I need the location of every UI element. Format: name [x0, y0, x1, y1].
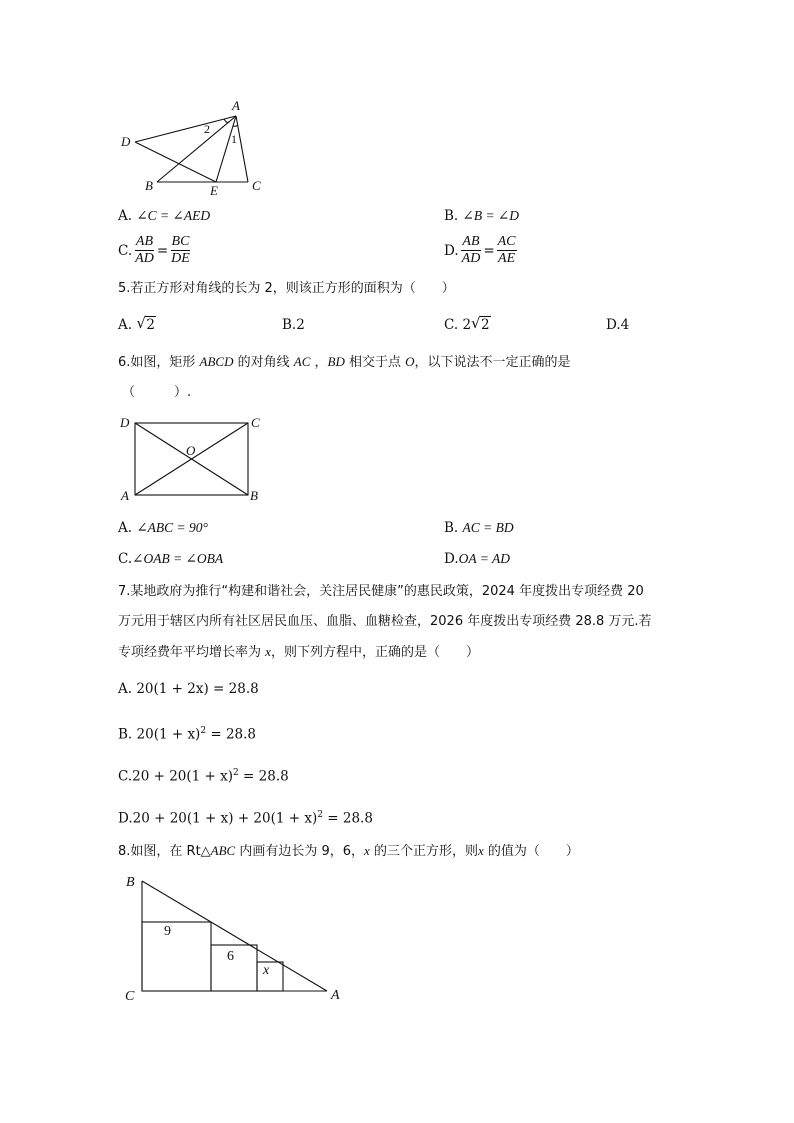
- label-O: O: [186, 443, 196, 458]
- label-D: D: [120, 415, 130, 430]
- label-B: B: [145, 178, 153, 193]
- square-6: [211, 945, 257, 991]
- q7-stem-line1: 7.某地政府为推行“构建和谐社会，关注居民健康”的惠民政策，2024 年度拨出专项经费 20: [118, 584, 644, 599]
- q6-answer-paren: （ ）.: [122, 385, 192, 400]
- q7-stem-line2: 万元用于辖区内所有社区居民血压、血脂、血糖检查，2026 年度拨出专项经费 28.8 万元.若: [118, 614, 652, 629]
- q7-stem-line3: 专项经费年平均增长率为 x，则下列方程中，正确的是（ ）: [118, 644, 479, 660]
- q4-option-a: A. ∠C = ∠AED: [118, 208, 211, 224]
- q5-option-d: D.4: [606, 317, 630, 333]
- label-A: A: [331, 988, 340, 1003]
- q5-option-c: C. 2 √ 2: [444, 314, 490, 333]
- label-A: A: [232, 98, 240, 113]
- angle-2-arc: [224, 119, 229, 123]
- label-angle-2: 2: [204, 122, 210, 136]
- fraction: $\frac{BC}{DE}$: [171, 234, 190, 266]
- label-6: 6: [227, 949, 234, 964]
- q4-option-b: B. ∠B = ∠D: [444, 208, 519, 224]
- q5-option-a: A. √ 2: [118, 314, 155, 333]
- q6-option-a: A. ∠ABC = 90°: [118, 520, 208, 536]
- q7-option-a: A. 20(1 + 2x) = 28.8: [118, 681, 259, 697]
- q7-option-c: $C.20 + 20(1 + x)^2 = 28.8$: [118, 768, 289, 785]
- sqrt: √ 2: [471, 314, 490, 333]
- label-angle-1: 1: [231, 132, 237, 146]
- label-B: B: [126, 875, 135, 890]
- label-C: C: [251, 415, 260, 430]
- label-9: 9: [164, 924, 171, 939]
- label-C: C: [252, 178, 261, 193]
- label-B: B: [250, 488, 258, 503]
- q6-option-b: B. AC = BD: [444, 520, 514, 536]
- q7-option-b: B. $20(1 + x)^2 = 28.8$: [118, 726, 257, 743]
- q4-option-c: C. $\frac{AB}{AD}$ = $\frac{BC}{DE}$: [118, 234, 190, 266]
- label-x: x: [263, 963, 270, 978]
- sqrt: √ 2: [136, 314, 155, 333]
- figure-q6: [115, 410, 275, 505]
- segment-AE: [216, 116, 236, 182]
- q7-option-d: $D.20 + 20(1 + x) + 20(1 + x)^2 = 28.8$: [118, 810, 373, 827]
- q5-option-b: B.2: [282, 317, 305, 333]
- q8-stem: 8.如图，在 Rt△ABC 内画有边长为 9，6，x 的三个正方形，则x 的值为（ ）: [118, 843, 579, 859]
- segment-DE: [135, 142, 216, 182]
- fraction: $\frac{AB}{AD}$: [135, 234, 154, 266]
- fraction: $\frac{AC}{AE}$: [497, 234, 516, 266]
- label-C: C: [125, 989, 135, 1004]
- square-9: [142, 922, 211, 991]
- label-D: D: [121, 134, 131, 149]
- label-A: A: [121, 488, 129, 503]
- figure-q8: [115, 865, 355, 1010]
- q6-option-c: C.∠OAB = ∠OBA: [118, 551, 224, 567]
- square-x: [257, 962, 283, 991]
- q4-option-d: D. $\frac{AB}{AD}$ = $\frac{AC}{AE}$: [444, 234, 516, 266]
- figure-q4: [115, 95, 275, 200]
- q6-stem: 6.如图，矩形 ABCD 的对角线 AC ，BD 相交于点 O，以下说法不一定正确的是: [118, 354, 571, 370]
- q5-stem: 5.若正方形对角线的长为 2，则该正方形的面积为（ ）: [118, 281, 455, 296]
- fraction: $\frac{AB}{AD}$: [461, 234, 481, 266]
- q6-option-d: D.OA = AD: [444, 551, 511, 567]
- label-E: E: [210, 183, 218, 198]
